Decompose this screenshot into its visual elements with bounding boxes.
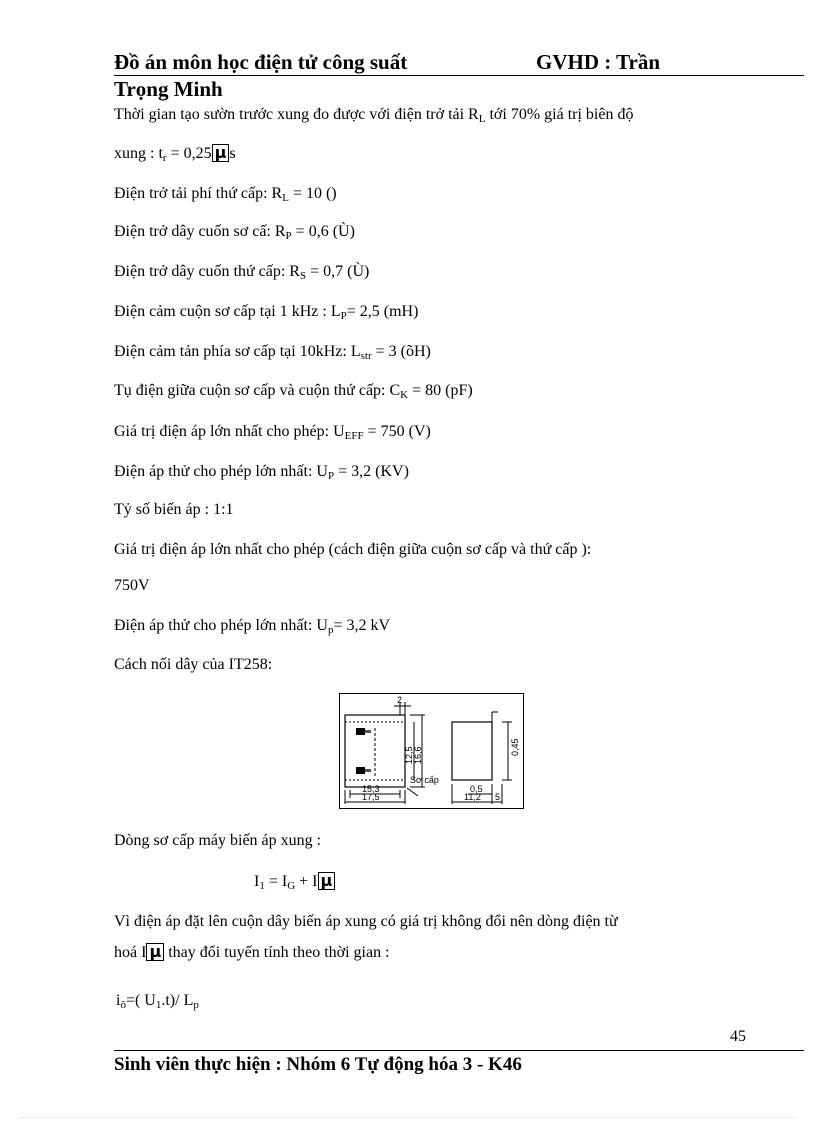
- dim-right4-label: 0,45: [510, 738, 520, 756]
- text-line-capacitance: Tụ điện giữa cuộn sơ cấp và cuộn thứ cấp: $C_K = 80$ (pF): [114, 382, 473, 401]
- text-line-leakage-inductance: Điện cảm tản phía sơ cấp tại 10kHz: $L_{str} = 3$ (õH): [114, 343, 431, 362]
- text-line-rise-time-value: xung : $t_r = 0,25$ μ s: [114, 143, 236, 164]
- text-line-rise-time: Thời gian tạo sườn trước xung đo được với điện trở tải $R_L$ tới 70% giá trị biên độ: [114, 106, 634, 125]
- text-line-primary-current: Dòng sơ cấp máy biến áp xung :: [114, 832, 322, 849]
- it258-wiring-figure: [339, 693, 524, 809]
- page-header: [114, 50, 804, 76]
- primary-winding-bottom: [356, 767, 365, 774]
- header-supervisor: GVHD : Trần: [536, 50, 661, 74]
- text-line-wiring-caption: Cách nối dây của IT258:: [114, 656, 273, 673]
- dim-width2-label: 17,5: [362, 792, 380, 802]
- page-number: 45: [730, 1028, 746, 1045]
- dim-height1-label: 12,5: [404, 746, 414, 764]
- page-bottom-edge: [20, 1117, 796, 1118]
- text-line-test-voltage-kv: Điện áp thử cho phép lớn nhất: $U_p= 3,2$ kV: [114, 617, 391, 636]
- equation-primary-current: $I_1 = I_G + I$ μ: [254, 872, 335, 892]
- text-line-secondary-resistance: Điện trở dây cuốn thứ cấp: $R_S = 0,7$ (Ù): [114, 263, 370, 282]
- text-line-max-voltage: Giá trị điện áp lớn nhất cho phép: $U_{EFF} = 750$ (V): [114, 423, 431, 442]
- equation-magnetizing-current: $i_õ=$( $U_1.t)/$ $L_p$: [116, 992, 199, 1011]
- dim-right1-label: 0,5: [470, 784, 483, 794]
- mu-symbol: μ: [318, 872, 336, 890]
- it258-diagram: [340, 694, 523, 808]
- text-line-magnetizing-current: hoá I μ thay đổi tuyến tính theo thời gian :: [114, 942, 390, 961]
- footer-text: Sinh viên thực hiện : Nhóm 6 Tự động hóa 3 - K46: [114, 1054, 522, 1075]
- dim-right3-label: 5: [495, 792, 501, 802]
- dim-right2-label: 11,2: [464, 792, 481, 802]
- so-cap-label: Sơ cấp: [410, 775, 439, 785]
- text-line-insulation-voltage: Giá trị điện áp lớn nhất cho phép (cách điện giữa cuộn sơ cấp và thứ cấp ):: [114, 541, 592, 558]
- dim-height2-label: 16,6: [413, 746, 423, 764]
- text-line-turns-ratio: Tỷ số biến áp : 1:1: [114, 501, 234, 518]
- dim-top-label: 2: [397, 695, 403, 705]
- text-line-insulation-voltage-value: 750V: [114, 577, 150, 594]
- mu-symbol: μ: [146, 943, 164, 961]
- primary-winding-top: [356, 728, 365, 735]
- text-line-primary-resistance: Điện trở dây cuốn sơ cấ: $R_P = 0,6$ (Ù): [114, 223, 355, 242]
- header-supervisor-name: Trọng Minh: [114, 77, 223, 101]
- dim-width1-label: 15,3: [362, 784, 380, 794]
- mu-symbol: μ: [212, 144, 230, 162]
- text-line-primary-inductance: Điện cảm cuộn sơ cấp tại 1 kHz : $L_P= 2,5$ (mH): [114, 303, 419, 322]
- text-line-load-resistance: Điện trở tải phí thứ cấp: $R_L = 10$ (): [114, 185, 337, 204]
- text-line-test-voltage: Điện áp thử cho phép lớn nhất: $U_P = 3,2$ (KV): [114, 463, 409, 482]
- page-footer: [114, 1050, 804, 1081]
- text-line-voltage-explanation: Vì điện áp đặt lên cuộn dây biến áp xung có giá trị không đổi nên dòng điện từ: [114, 913, 618, 930]
- header-title: Đồ án môn học điện tử công suất: [114, 50, 408, 74]
